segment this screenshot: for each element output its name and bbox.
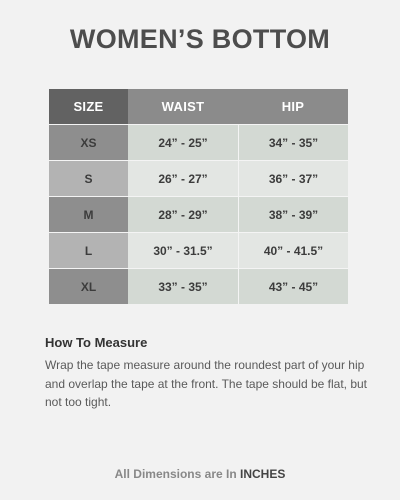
table-row — [49, 160, 348, 196]
how-to-measure-text: Wrap the tape measure around the roundest part of your hip and overlap the tape at the front. The tape should be flat, but not too tight. — [45, 358, 368, 409]
table-header-row — [49, 89, 348, 124]
size-cell: M — [49, 196, 128, 232]
dimensions-note-prefix: All Dimensions are In — [114, 467, 237, 481]
size-cell: S — [49, 160, 128, 196]
table-row — [49, 268, 348, 304]
hip-cell: 36” - 37” — [238, 160, 348, 196]
waist-cell: 24” - 25” — [128, 124, 238, 160]
hip-cell: 40” - 41.5” — [238, 232, 348, 268]
dimensions-unit: INCHES — [240, 467, 286, 481]
column-header-hip: HIP — [238, 89, 348, 124]
hip-cell: 38” - 39” — [238, 196, 348, 232]
waist-cell: 26” - 27” — [128, 160, 238, 196]
table-row — [49, 196, 348, 232]
size-cell: XL — [49, 268, 128, 304]
table-row — [49, 232, 348, 268]
size-cell: XS — [49, 124, 128, 160]
waist-cell: 28” - 29” — [128, 196, 238, 232]
column-header-size: SIZE — [49, 89, 128, 124]
hip-cell: 34” - 35” — [238, 124, 348, 160]
page-title: WOMEN’S BOTTOM — [69, 24, 331, 54]
column-header-waist: WAIST — [128, 89, 238, 124]
dimensions-note — [0, 467, 400, 481]
size-chart-table — [49, 89, 348, 304]
size-cell: L — [49, 232, 128, 268]
table-row — [49, 124, 348, 160]
how-to-measure-heading: How To Measure — [45, 335, 148, 350]
waist-cell: 33” - 35” — [128, 268, 238, 304]
waist-cell: 30” - 31.5” — [128, 232, 238, 268]
hip-cell: 43” - 45” — [238, 268, 348, 304]
